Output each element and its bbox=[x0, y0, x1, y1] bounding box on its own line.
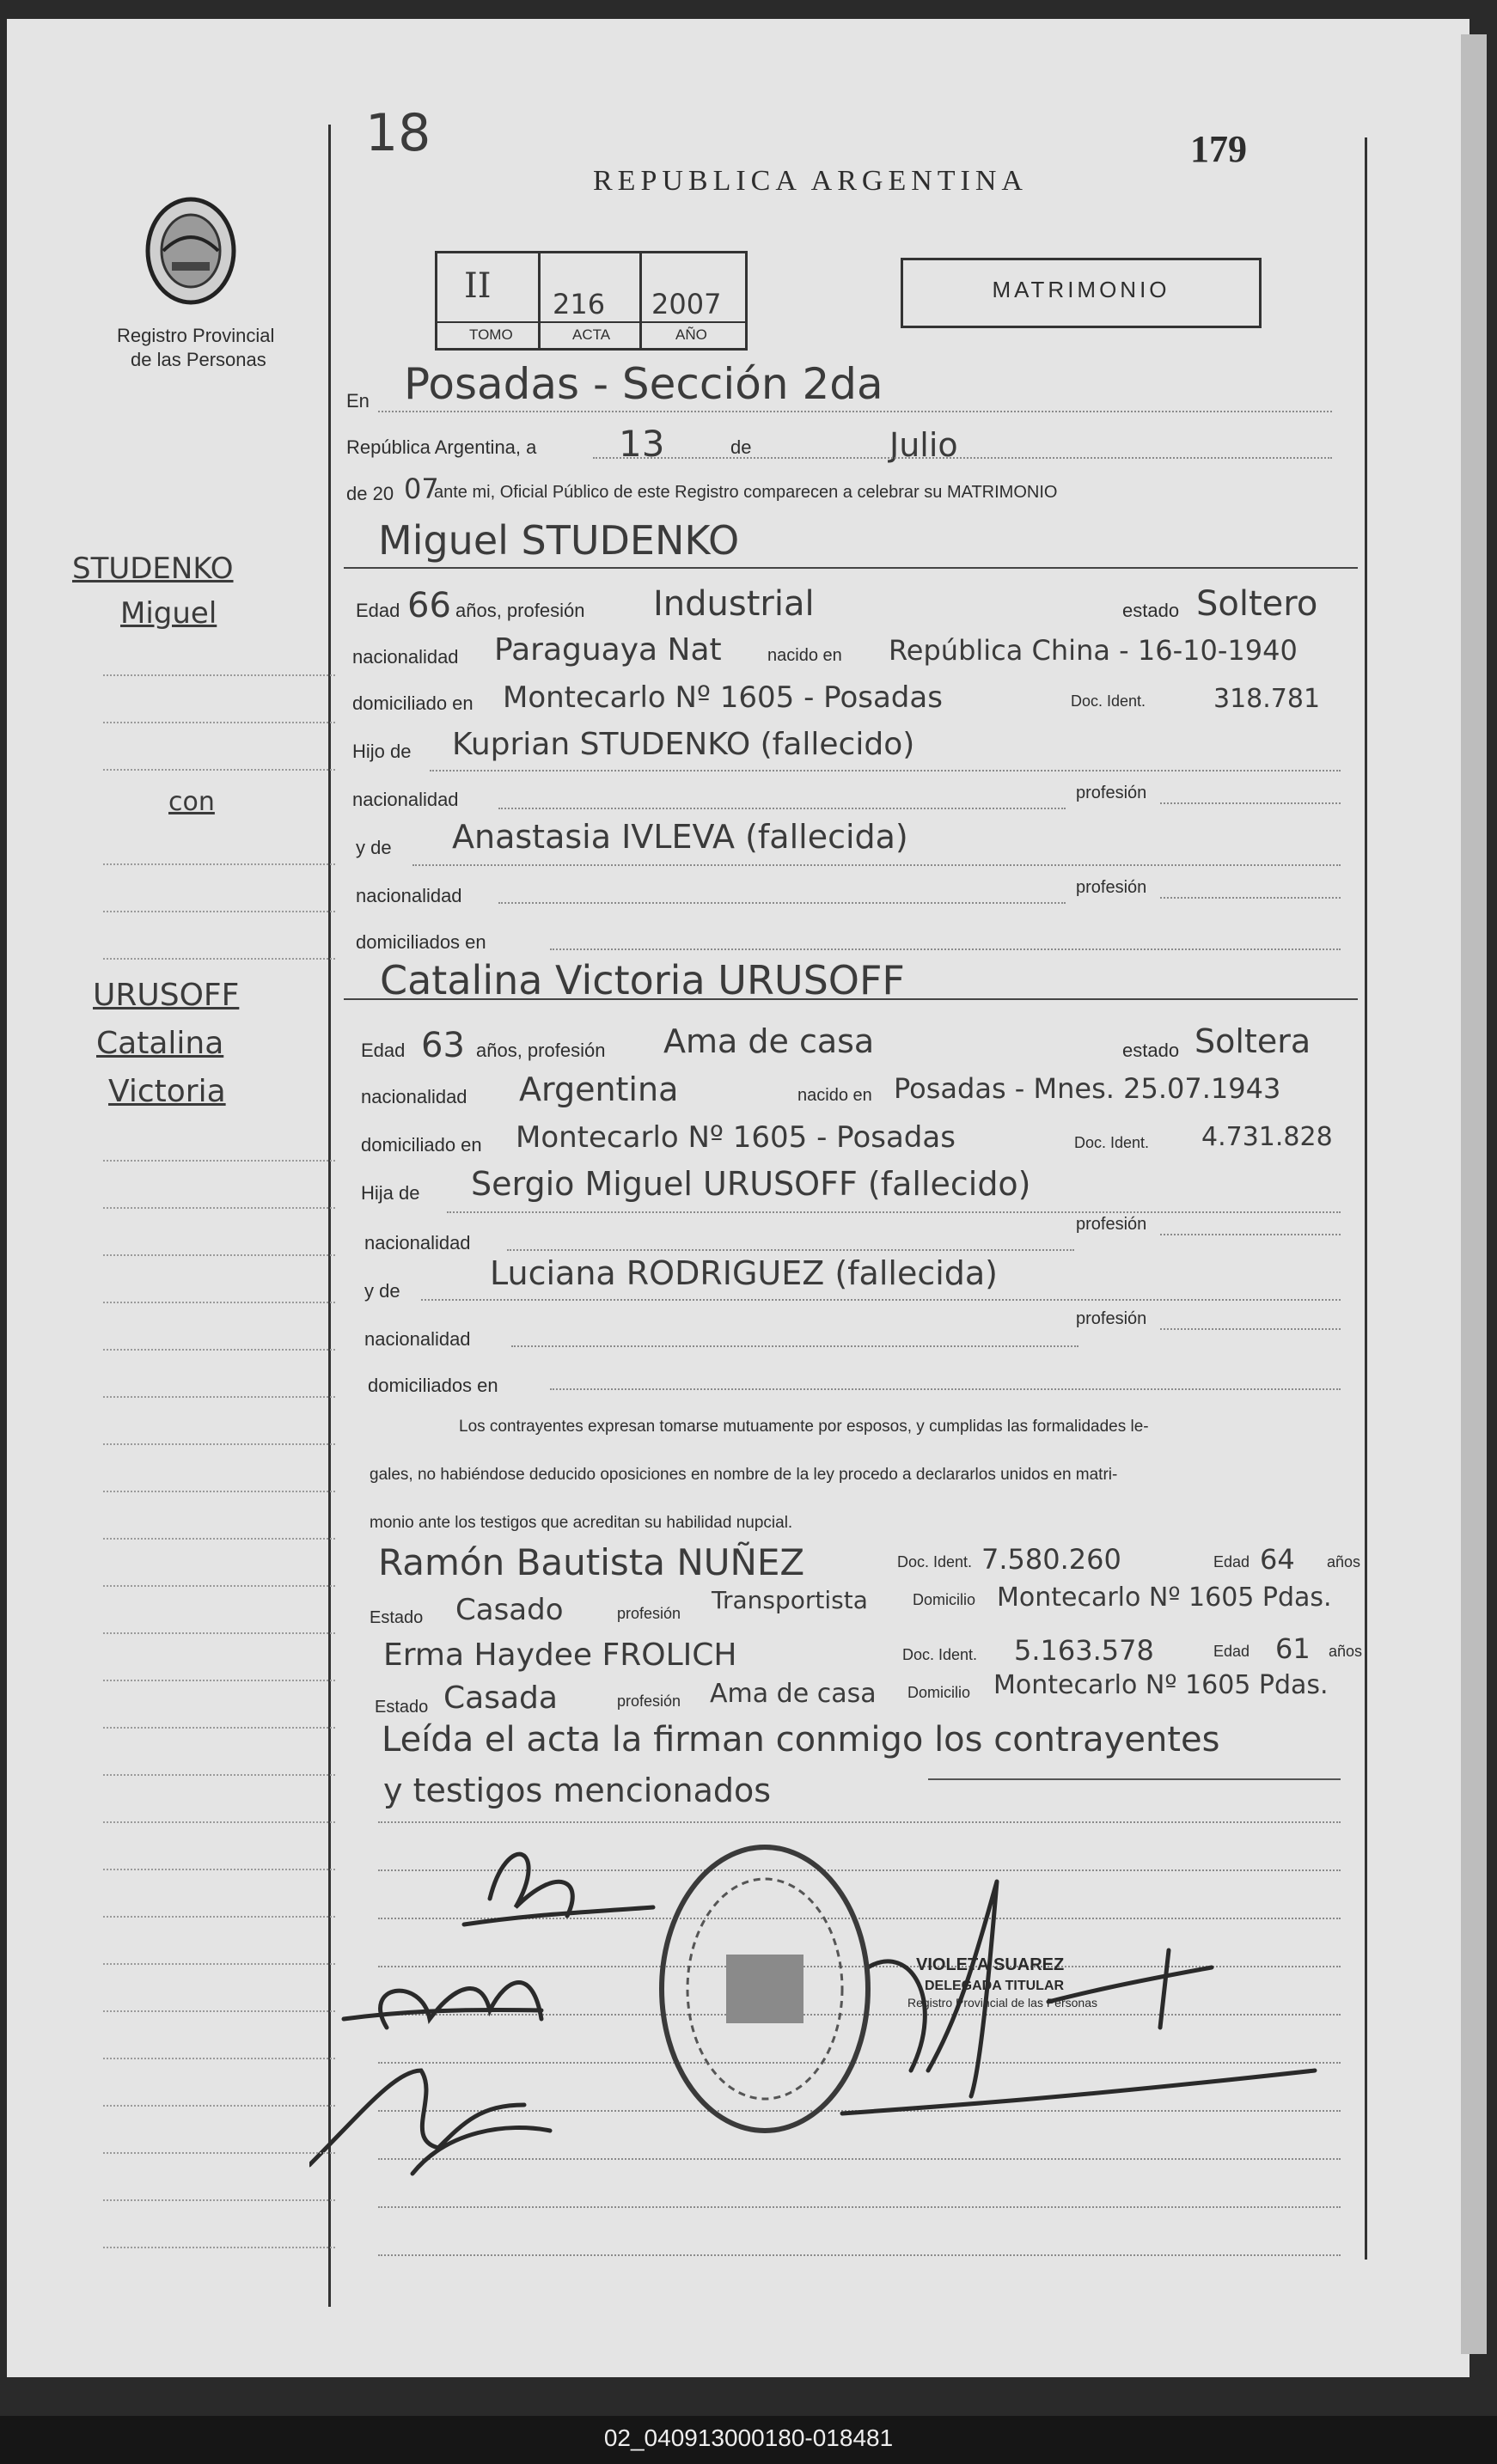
bride-birthplace: Posadas - Mnes. 25.07.1943 bbox=[894, 1072, 1281, 1105]
groom-full-name: Miguel STUDENKO bbox=[378, 517, 740, 564]
bride-mother-line bbox=[421, 1299, 1341, 1301]
margin-ruled-line bbox=[103, 1538, 335, 1540]
delegate-stamp bbox=[890, 1955, 1165, 2050]
declaration-line3: monio ante los testigos que acreditan su habilidad nupcial. bbox=[370, 1514, 793, 1532]
margin-ruled-line bbox=[103, 1680, 335, 1681]
bride-mother-nat-line bbox=[511, 1345, 1078, 1347]
closing-line1: Leída el acta la firman conmigo los contrayentes bbox=[382, 1720, 1220, 1760]
margin-groom-name: Miguel bbox=[120, 596, 217, 631]
declaration-line2: gales, no habiéndose deducido oposiciones en nombre de la ley procedo a declararlos unidos en matri- bbox=[370, 1466, 1118, 1484]
bride-nationality: Argentina bbox=[519, 1070, 679, 1108]
margin-ruled-line bbox=[103, 1869, 335, 1870]
groom-father-prof-line bbox=[1160, 802, 1341, 804]
margin-ruled-line bbox=[103, 1160, 335, 1162]
margin-conjunction: con bbox=[168, 787, 215, 817]
type-label: MATRIMONIO bbox=[992, 277, 1170, 302]
groom-father-nacionalidad-label: nacionalidad bbox=[352, 789, 459, 810]
right-border-line bbox=[1365, 137, 1367, 2260]
registry-logo bbox=[142, 189, 241, 309]
groom-domiciliados-line bbox=[550, 948, 1341, 950]
de-label: de bbox=[730, 436, 752, 458]
margin-ruled-line bbox=[103, 1302, 335, 1303]
groom-anos-label: años, profesión bbox=[455, 600, 585, 621]
bride-nacionalidad-label: nacionalidad bbox=[361, 1086, 467, 1107]
margin-ruled-line bbox=[103, 2199, 335, 2201]
record-box-divider bbox=[639, 251, 642, 348]
margin-ruled-line bbox=[103, 1821, 335, 1823]
groom-domiciliados-label: domiciliados en bbox=[356, 931, 486, 953]
witness1-anos-label: años bbox=[1327, 1553, 1361, 1570]
bride-father-prof-line bbox=[1160, 1234, 1341, 1235]
margin-ruled-line bbox=[103, 958, 335, 960]
groom-mother-profesion-label: profesión bbox=[1076, 878, 1147, 897]
bride-doc: 4.731.828 bbox=[1201, 1122, 1333, 1152]
groom-nationality: Paraguaya Nat bbox=[494, 632, 722, 668]
bride-age: 63 bbox=[421, 1026, 465, 1065]
stamp-line2: DELEGADA TITULAR bbox=[925, 1979, 1065, 1993]
bride-doc-label: Doc. Ident. bbox=[1074, 1134, 1150, 1151]
groom-mother-nat-line bbox=[498, 902, 1066, 904]
margin-ruled-line bbox=[103, 1491, 335, 1492]
witness1-age: 64 bbox=[1260, 1543, 1295, 1576]
margin-ruled-line bbox=[103, 1207, 335, 1209]
witness1-profesion-label: profesión bbox=[617, 1605, 681, 1622]
groom-mother: Anastasia IVLEVA (fallecida) bbox=[452, 818, 908, 856]
margin-ruled-line bbox=[103, 1349, 335, 1351]
witness2-doc-label: Doc. Ident. bbox=[902, 1646, 978, 1663]
margin-ruled-line bbox=[103, 1774, 335, 1776]
bride-mother-nacionalidad-label: nacionalidad bbox=[364, 1328, 471, 1350]
date-line bbox=[593, 457, 1332, 459]
margin-groom-surname: STUDENKO bbox=[72, 552, 234, 586]
bride-father-line bbox=[447, 1211, 1341, 1213]
groom-yde-label: y de bbox=[356, 837, 392, 858]
corner-mark: 18 bbox=[365, 103, 431, 163]
margin-ruled-line bbox=[103, 1632, 335, 1634]
margin-ruled-line bbox=[103, 2152, 335, 2154]
margin-ruled-line bbox=[103, 1396, 335, 1398]
bride-yde-label: y de bbox=[364, 1280, 400, 1302]
margin-bride-name1: Catalina bbox=[96, 1026, 224, 1061]
year-prefix: de 20 bbox=[346, 483, 394, 504]
margin-ruled-line bbox=[103, 911, 335, 912]
page-number: 179 bbox=[1190, 128, 1247, 170]
groom-nacido-label: nacido en bbox=[767, 646, 842, 665]
bride-hija-label: Hija de bbox=[361, 1182, 420, 1204]
closing-line bbox=[928, 1778, 1341, 1780]
witness2-estado: Casada bbox=[443, 1680, 558, 1716]
bride-mother-profesion-label: profesión bbox=[1076, 1309, 1147, 1328]
bride-estado: Soltera bbox=[1195, 1022, 1311, 1060]
witness1-profession: Transportista bbox=[712, 1586, 868, 1614]
groom-father-profesion-label: profesión bbox=[1076, 784, 1147, 802]
groom-mother-line bbox=[412, 864, 1341, 866]
margin-ruled-line bbox=[103, 863, 335, 865]
margin-ruled-line bbox=[103, 769, 335, 771]
groom-domicilio-label: domiciliado en bbox=[352, 692, 474, 714]
groom-edad-label: Edad bbox=[356, 600, 400, 621]
groom-profession: Industrial bbox=[653, 584, 815, 624]
witness1-estado-label: Estado bbox=[370, 1608, 424, 1627]
bride-full-name: Catalina Victoria URUSOFF bbox=[380, 957, 905, 1003]
witness1-edad-label: Edad bbox=[1213, 1553, 1250, 1570]
page-edge bbox=[1461, 34, 1487, 2354]
margin-ruled-line bbox=[103, 2058, 335, 2059]
place: Posadas - Sección 2da bbox=[404, 359, 883, 409]
margin-ruled-line bbox=[103, 1585, 335, 1587]
witness2-address: Montecarlo Nº 1605 Pdas. bbox=[993, 1670, 1329, 1700]
groom-estado-label: estado bbox=[1122, 600, 1180, 621]
record-box-divider bbox=[538, 251, 541, 348]
bride-nacido-label: nacido en bbox=[797, 1086, 872, 1105]
bride-profession: Ama de casa bbox=[663, 1022, 875, 1060]
witness2-domicilio-label: Domicilio bbox=[907, 1684, 971, 1701]
acta-value: 216 bbox=[553, 288, 606, 320]
day: 13 bbox=[619, 423, 665, 465]
record-box-divider bbox=[435, 321, 745, 323]
bride-estado-label: estado bbox=[1122, 1040, 1180, 1061]
closing-line2: y testigos mencionados bbox=[383, 1772, 772, 1809]
anio-label: AÑO bbox=[675, 326, 707, 343]
anio-value: 2007 bbox=[651, 288, 722, 320]
bride-father-nat-line bbox=[507, 1249, 1074, 1251]
witness2-doc: 5.163.578 bbox=[1014, 1634, 1154, 1667]
stamp-line1: VIOLETA SUAREZ bbox=[916, 1955, 1065, 1974]
margin-ruled-line bbox=[103, 1727, 335, 1729]
groom-age: 66 bbox=[407, 586, 451, 625]
groom-father-line bbox=[430, 770, 1341, 772]
margin-ruled-line bbox=[103, 1916, 335, 1918]
witness1-address: Montecarlo Nº 1605 Pdas. bbox=[997, 1583, 1332, 1613]
stamp-line3: Registro Provincial de las Personas bbox=[907, 1996, 1097, 2010]
margin-bride-name2: Victoria bbox=[108, 1074, 226, 1109]
witness2-name: Erma Haydee FROLICH bbox=[383, 1638, 737, 1673]
witness1-name: Ramón Bautista NUÑEZ bbox=[378, 1541, 805, 1583]
bride-mother: Luciana RODRIGUEZ (fallecida) bbox=[490, 1254, 999, 1292]
bride-father-nacionalidad-label: nacionalidad bbox=[364, 1232, 471, 1253]
witness1-estado: Casado bbox=[455, 1593, 564, 1627]
margin-ruled-line bbox=[103, 1254, 335, 1256]
year-suffix: 07 bbox=[404, 473, 439, 505]
bride-domiciliados-line bbox=[550, 1388, 1341, 1390]
margin-bride-surname: URUSOFF bbox=[93, 978, 240, 1013]
scan-id-label: 02_040913000180-018481 bbox=[603, 2424, 894, 2451]
place-line bbox=[378, 411, 1332, 412]
witness2-estado-label: Estado bbox=[375, 1698, 429, 1717]
ruled-line bbox=[378, 2254, 1341, 2256]
witness1-domicilio-label: Domicilio bbox=[913, 1591, 976, 1608]
bride-domicilio-label: domiciliado en bbox=[361, 1134, 482, 1156]
declaration-line1: Los contrayentes expresan tomarse mutuamente por esposos, y cumplidas las formalidades le- bbox=[459, 1418, 1149, 1436]
groom-doc: 318.781 bbox=[1213, 684, 1321, 714]
republica-label: República Argentina, a bbox=[346, 436, 537, 458]
groom-mother-nacionalidad-label: nacionalidad bbox=[356, 885, 462, 906]
margin-ruled-line bbox=[103, 722, 335, 723]
witness2-anos-label: años bbox=[1329, 1643, 1363, 1660]
margin-ruled-line bbox=[103, 2105, 335, 2107]
groom-estado: Soltero bbox=[1196, 584, 1318, 624]
bride-rule bbox=[344, 998, 1358, 1000]
margin-ruled-line bbox=[103, 2247, 335, 2248]
groom-rule bbox=[344, 567, 1358, 569]
groom-birthplace: República China - 16-10-1940 bbox=[889, 634, 1298, 667]
witness2-profesion-label: profesión bbox=[617, 1692, 681, 1710]
margin-ruled-line bbox=[103, 1963, 335, 1965]
witness1-doc: 7.580.260 bbox=[981, 1543, 1121, 1576]
bride-mother-prof-line bbox=[1160, 1328, 1341, 1330]
registry-name-line2: de las Personas bbox=[131, 349, 266, 370]
groom-mother-prof-line bbox=[1160, 897, 1341, 899]
statement: ante mi, Oficial Público de este Registro comparecen a celebrar su MATRIMONIO bbox=[434, 483, 1058, 502]
official-seal bbox=[653, 1839, 877, 2139]
bride-anos-label: años, profesión bbox=[476, 1040, 606, 1061]
margin-ruled-line bbox=[103, 2010, 335, 2012]
witness2-age: 61 bbox=[1275, 1632, 1311, 1665]
groom-father-nat-line bbox=[498, 808, 1066, 809]
witness2-edad-label: Edad bbox=[1213, 1643, 1250, 1660]
margin-ruled-line bbox=[103, 1443, 335, 1445]
groom-father: Kuprian STUDENKO (fallecido) bbox=[452, 727, 915, 762]
groom-doc-label: Doc. Ident. bbox=[1071, 692, 1146, 710]
en-label: En bbox=[346, 390, 370, 412]
margin-ruled-line bbox=[103, 674, 335, 676]
tomo-value: II bbox=[464, 266, 492, 306]
groom-hijo-label: Hijo de bbox=[352, 741, 412, 762]
country-heading: REPUBLICA ARGENTINA bbox=[593, 165, 1028, 197]
groom-address: Montecarlo Nº 1605 - Posadas bbox=[503, 680, 943, 715]
registry-name-line1: Registro Provincial bbox=[117, 325, 275, 346]
witness1-doc-label: Doc. Ident. bbox=[897, 1553, 973, 1570]
acta-label: ACTA bbox=[572, 326, 611, 343]
bride-edad-label: Edad bbox=[361, 1040, 406, 1061]
bride-father: Sergio Miguel URUSOFF (fallecido) bbox=[471, 1165, 1031, 1203]
month: Julio bbox=[889, 426, 958, 464]
bride-address: Montecarlo Nº 1605 - Posadas bbox=[516, 1120, 956, 1155]
witness2-profession: Ama de casa bbox=[710, 1679, 877, 1709]
groom-nacionalidad-label: nacionalidad bbox=[352, 646, 459, 668]
bride-father-profesion-label: profesión bbox=[1076, 1215, 1147, 1234]
bride-domiciliados-label: domiciliados en bbox=[368, 1375, 498, 1396]
tomo-label: TOMO bbox=[469, 326, 513, 343]
